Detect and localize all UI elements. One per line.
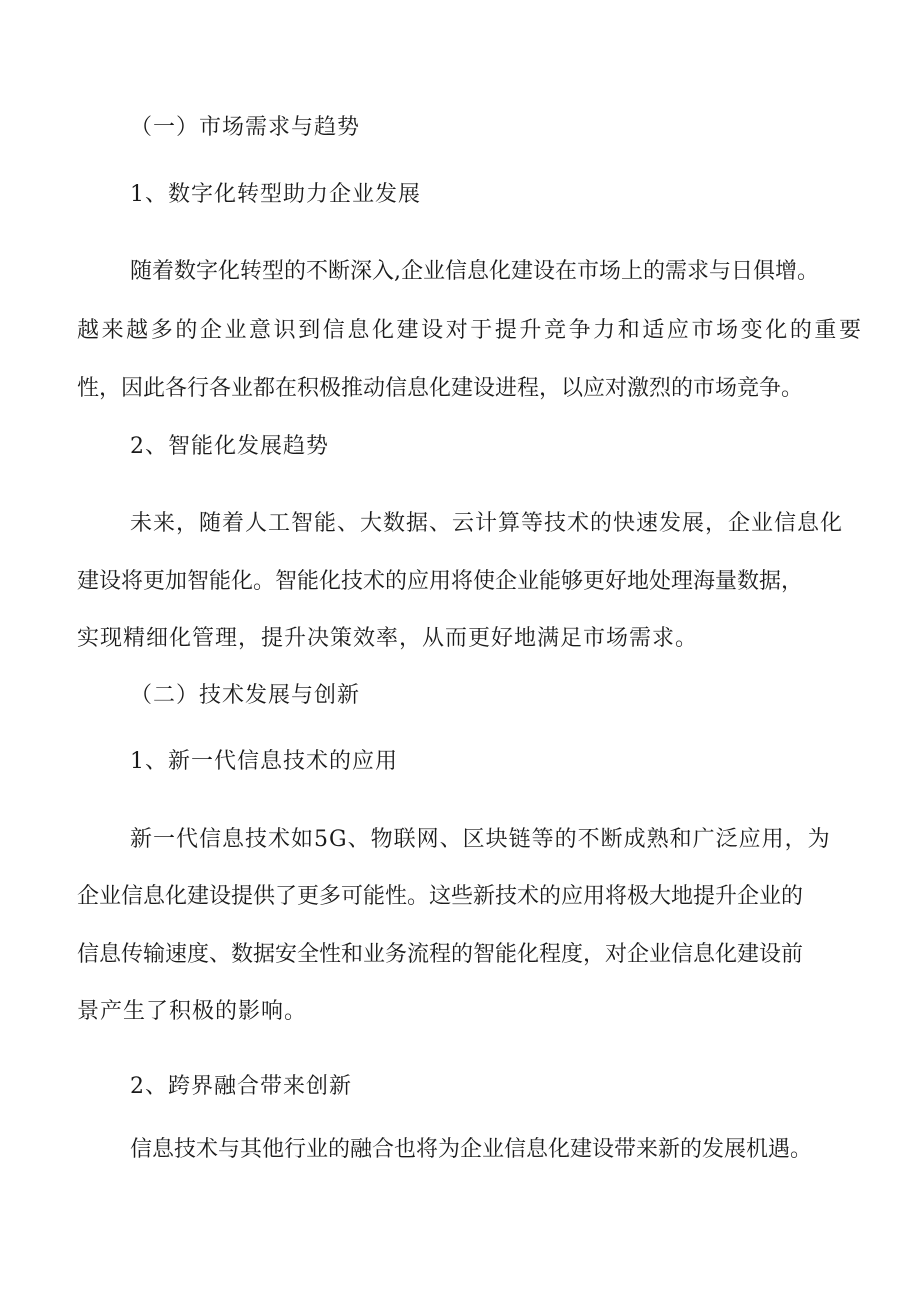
paragraph-line: 建设将更加智能化。智能化技术的应用将使企业能够更好地处理海量数据， — [77, 569, 804, 594]
subsection-title: 1、数字化转型助力企业发展 — [130, 182, 421, 207]
subsection-title: 1、新一代信息技术的应用 — [130, 749, 398, 774]
subsection-title: 2、跨界融合带来创新 — [130, 1074, 352, 1099]
subsection-title: 2、智能化发展趋势 — [130, 434, 329, 459]
paragraph-line: 实现精细化管理，提升决策效率，从而更好地满足市场需求。 — [77, 626, 699, 651]
paragraph-line: 越来越多的企业意识到信息化建设对于提升竞争力和适应市场变化的重要 — [77, 318, 862, 343]
paragraph-line: 信息传输速度、数据安全性和业务流程的智能化程度，对企业信息化建设前 — [77, 942, 804, 967]
paragraph-line: 信息技术与其他行业的融合也将为企业信息化建设带来新的发展机遇。 — [130, 1137, 813, 1162]
section-heading: （二）技术发展与创新 — [130, 683, 361, 708]
paragraph-line: 企业信息化建设提供了更多可能性。这些新技术的应用将极大地提升企业的 — [77, 884, 804, 909]
paragraph-line: 未来，随着人工智能、大数据、云计算等技术的快速发展，企业信息化 — [130, 511, 844, 536]
section-heading: （一）市场需求与趋势 — [130, 115, 361, 140]
paragraph-line: 新一代信息技术如5G、物联网、区块链等的不断成熟和广泛应用，为 — [130, 827, 831, 852]
paragraph-line: 随着数字化转型的不断深入,企业信息化建设在市场上的需求与日俱增。 — [130, 259, 819, 284]
paragraph-line: 景产生了积极的影响。 — [77, 999, 308, 1024]
paragraph-line: 性，因此各行各业都在积极推动信息化建设进程，以应对激烈的市场竞争。 — [77, 376, 804, 401]
